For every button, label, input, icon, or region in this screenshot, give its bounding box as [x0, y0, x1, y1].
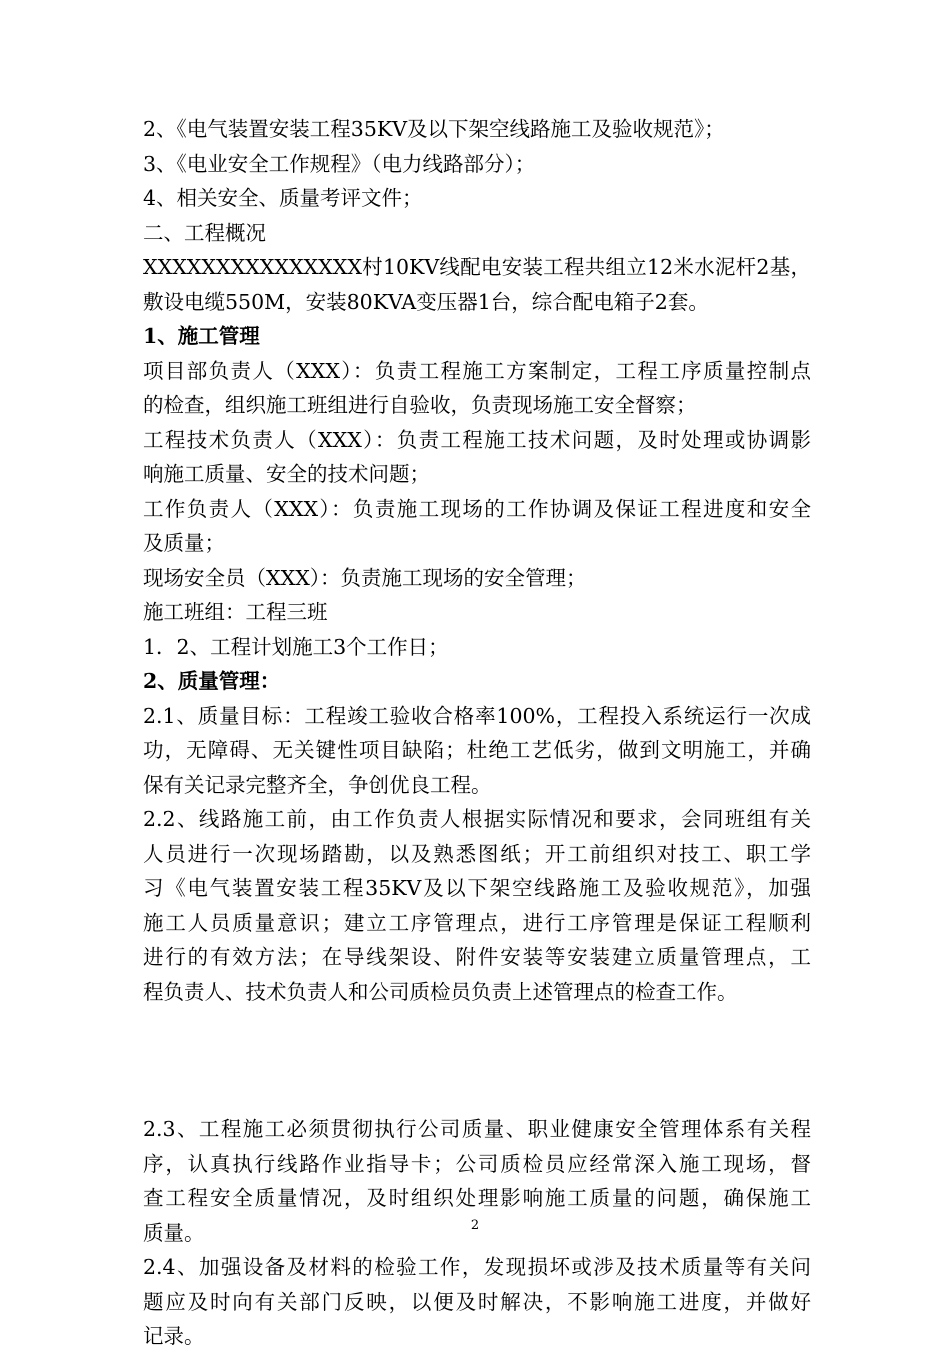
paragraph-line: 2.4、加强设备及材料的检验工作，发现损坏或涉及技术质量等有关问 [143, 1255, 811, 1279]
reference-item-4: 4、相关安全、质量考评文件； [143, 186, 423, 210]
paragraph-line: 的检查，组织施工班组进行自验收，负责现场施工安全督察； [143, 393, 697, 417]
paragraph-line: 2.2、线路施工前，由工作负责人根据实际情况和要求，会同班组有关 [143, 807, 811, 831]
paragraph-line: 保有关记录完整齐全，争创优良工程。 [143, 772, 492, 797]
paragraph-line: 进行的有效方法；在导线架设、附件安装等安装建立质量管理点，工 [143, 945, 811, 969]
paragraph-line: 序，认真执行线路作业指导卡；公司质检员应经常深入施工现场，督 [143, 1151, 811, 1176]
paragraph-spacer [143, 1009, 811, 1112]
document-body [143, 112, 811, 1354]
section-heading-construction-management: 1、施工管理 [143, 324, 260, 348]
paragraph-line: 习《电气装置安装工程35KV及以下架空线路施工及验收规范》，加强 [143, 876, 811, 900]
paragraph-line: 题应及时向有关部门反映，以便及时解决，不影响施工进度，并做好 [143, 1289, 811, 1314]
paragraph-line: 工程技术负责人（XXX）：负责工程施工技术问题，及时处理或协调影 [143, 427, 811, 452]
page-number: 2 [470, 1218, 480, 1233]
paragraph-line: 2.1、质量目标：工程竣工验收合格率100%，工程投入系统运行一次成 [143, 703, 811, 728]
paragraph-line: 响施工质量、安全的技术问题； [143, 462, 430, 486]
paragraph-line: 施工人员质量意识；建立工序管理点，进行工序管理是保证工程顺利 [143, 910, 811, 935]
paragraph-line: 项目部负责人（XXX）：负责工程施工方案制定，工程工序质量控制点 [143, 358, 811, 383]
paragraph-line: 程负责人、技术负责人和公司质检员负责上述管理点的检查工作。 [143, 979, 738, 1004]
paragraph-line: 记录。 [143, 1324, 205, 1348]
paragraph-line: 人员进行一次现场踏勘，以及熟悉图纸；开工前组织对技工、职工学 [143, 841, 811, 866]
overview-text-line: XXXXXXXXXXXXXXX村10KV线配电安装工程共组立12米水泥杆2基， [143, 255, 811, 279]
paragraph-line: 查工程安全质量情况，及时组织处理影响施工质量的问题，确保施工 [143, 1186, 811, 1210]
section-heading-overview: 二、工程概况 [143, 220, 266, 245]
overview-text-line: 敷设电缆550M，安装80KVA变压器1台，综合配电箱子2套。 [143, 289, 709, 314]
section-heading-quality-management: 2、质量管理： [143, 669, 281, 693]
paragraph-line: 及质量； [143, 531, 225, 555]
paragraph-line: 施工班组：工程三班 [143, 600, 328, 624]
reference-item-2: 2、《电气装置安装工程35KV及以下架空线路施工及验收规范》； [143, 117, 725, 141]
paragraph-line: 1．2、工程计划施工3个工作日； [143, 634, 449, 659]
paragraph-line: 现场安全员（XXX）：负责施工现场的安全管理； [143, 565, 587, 590]
paragraph-line: 质量。 [143, 1220, 205, 1245]
paragraph-line: 功，无障碍、无关键性项目缺陷；杜绝工艺低劣，做到文明施工，并确 [143, 738, 811, 762]
reference-item-3: 3、《电业安全工作规程》（电力线路部分）； [143, 151, 536, 176]
paragraph-line: 2.3、工程施工必须贯彻执行公司质量、职业健康安全管理体系有关程 [143, 1117, 811, 1141]
paragraph-line: 工作负责人（XXX）：负责施工现场的工作协调及保证工程进度和安全 [143, 496, 811, 521]
